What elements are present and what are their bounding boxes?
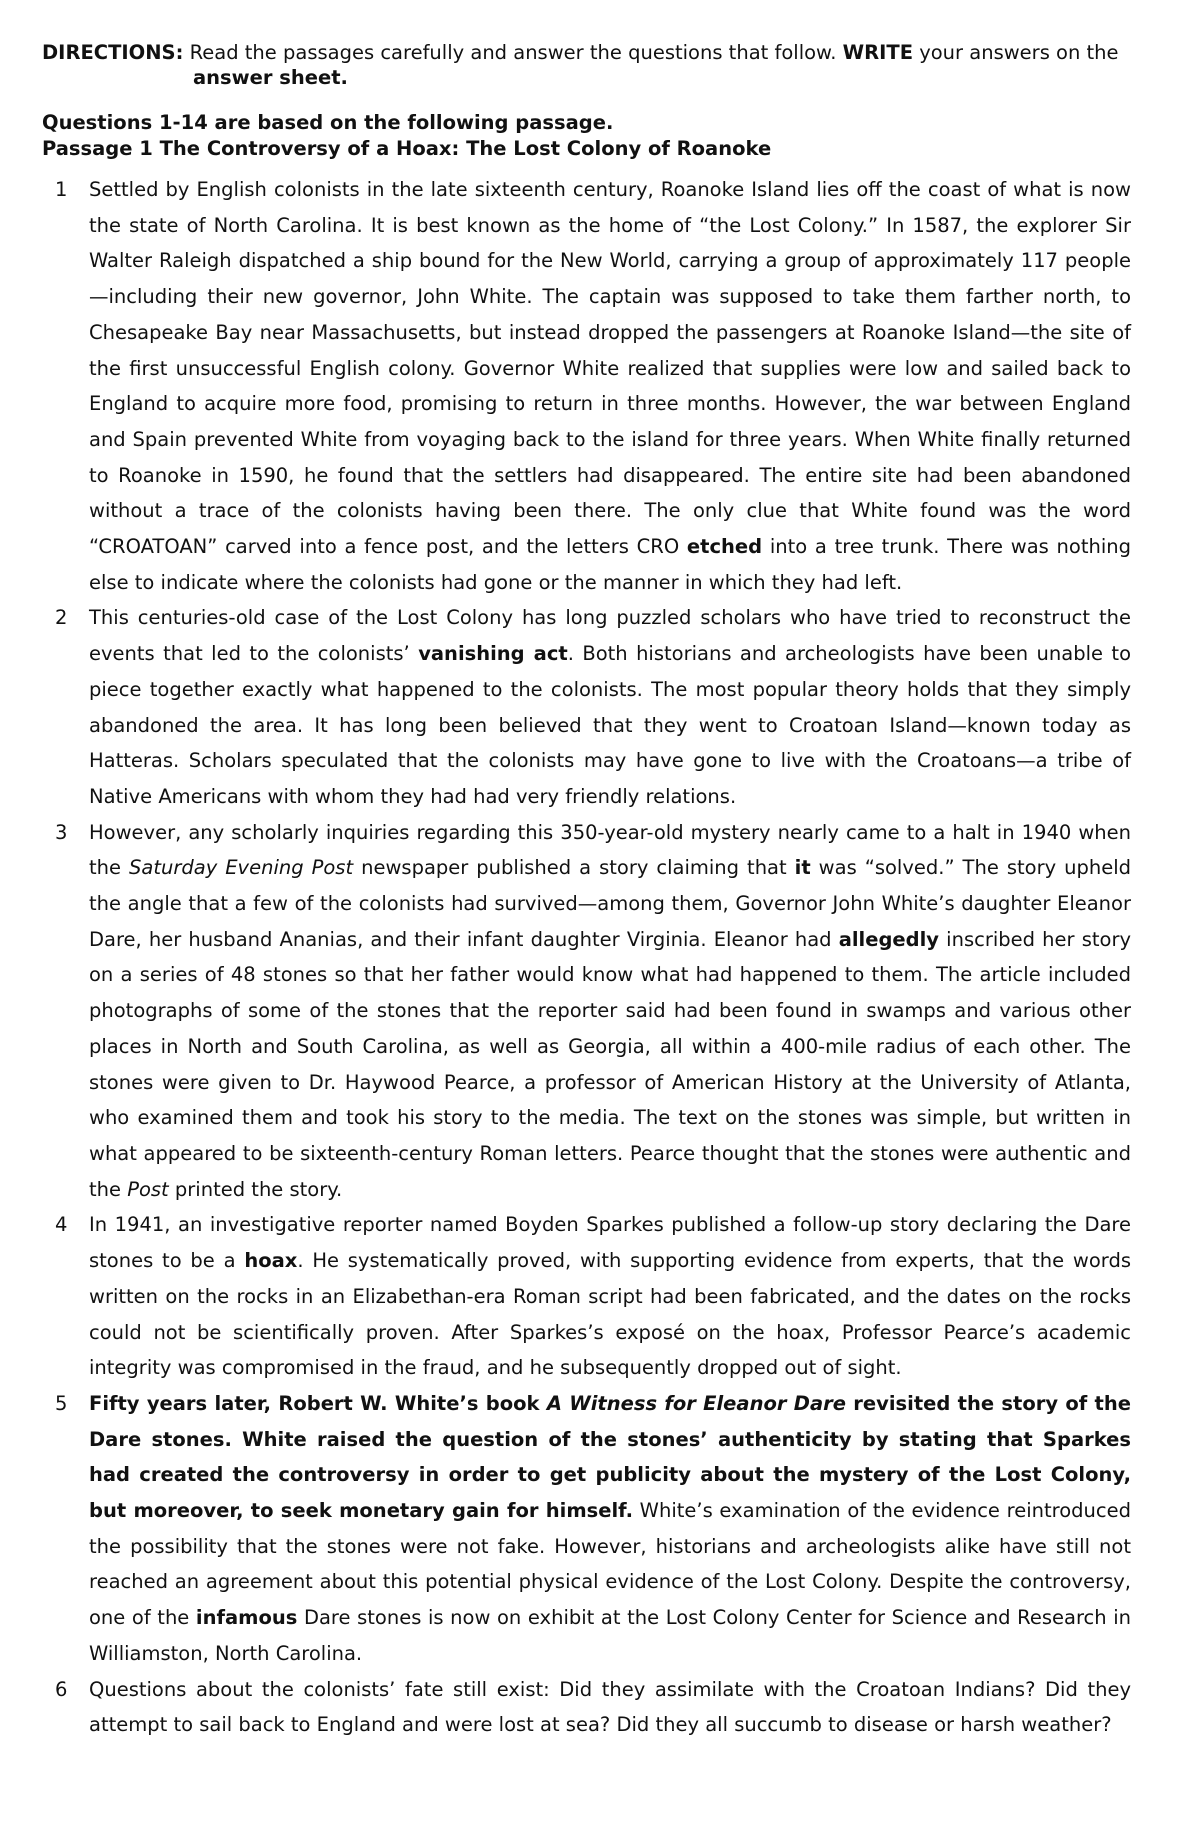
paragraph-text: Questions about the colonists’ fate still exist: Did they assimilate with the Croatoan Indians? Did they attempt to sail back to England and were lost at sea? Did they all succumb to disease or harsh weather?: [89, 1677, 1131, 1737]
paragraph-text: Settled by English colonists in the late sixteenth century, Roanoke Island lies off the coast of what is now the state of North Carolina. It is best known as the home of “the Lost Colony.” In 1587, the explorer Sir Walter Raleigh dispatched a ship bound for the New World, carrying a group of approximately 117 people—including their new governor, John White. The captain was supposed to take them farther north, to Chesapeake Bay near Massachusetts, but instead dropped the passengers at Roanoke Island—the site of the first unsuccessful English colony. Governor White realized that supplies were low and sailed back to England to acquire more food, promising to return in three months. However, the war between England and Spain prevented White from voyaging back to the island for three years. When White finally returned to Roanoke in 1590, he found that the settlers had disappeared. The entire site had been abandoned without a trace of the colonists having been there. The only clue that White found was the word “CROATOAN” carved into a fence post, and the letters CRO: [89, 178, 1131, 559]
directions-text-1: Read the passages carefully and answer the questions that follow.: [183, 41, 843, 64]
vocab-word-it: it: [794, 856, 811, 880]
paragraph-number: 4: [55, 1213, 68, 1237]
paragraph-number: 3: [55, 820, 68, 844]
paragraph-2: [55, 600, 1132, 814]
paragraph-text: inscribed her story on a series of 48 stones so that her father would know what had happened to them. The article included photographs of some of the stones that the reporter said had been found in swamps and various other places in North and South Carolina, as well as Georgia, all within a 400-mile radius of each other. The stones were given to Dr. Haywood Pearce, a professor of American History at the University of Atlanta, who examined them and took his story to the media. The text on the stones was simple, but written in what appeared to be sixteenth-century Roman letters. Pearce thought that the stones were authentic and the: [89, 927, 1131, 1201]
paragraph-text: This centuries-old case of the Lost Colony has long puzzled scholars who have tried to reconstruct the events that led to the colonists’: [89, 606, 1131, 666]
questions-range-line: Questions 1-14 are based on the following passage.: [42, 111, 614, 134]
paragraph-text: . He systematically proved, with supporting evidence from experts, that the words written on the rocks in an Elizabethan-era Roman script had been fabricated, and the dates on the rocks could not be scientifically proven. After Sparkes’s exposé on the hoax, Professor Pearce’s academic integrity was compromised in the fraud, and he subsequently dropped out of sight.: [89, 1249, 1131, 1380]
vocab-word-etched: etched: [686, 535, 763, 559]
paragraph-text: into a tree trunk. There was nothing else to indicate where the colonists had gone or the manner in which they had left.: [89, 535, 1131, 594]
paragraph-number: 5: [55, 1391, 68, 1415]
paragraph-text: . Both historians and archeologists have been unable to piece together exactly what happened to the colonists. The most popular theory holds that they simply abandoned the area. It has long been believed that they went to Croatoan Island—known today as Hatteras. Scholars speculated that the colonists may have gone to live with the Croatoans—a tribe of Native Americans with whom they had had very friendly relations.: [89, 642, 1132, 808]
vocab-phrase-vanishing-act: vanishing act: [418, 642, 568, 666]
book-title: A Witness for Eleanor Dare: [546, 1391, 846, 1415]
paragraph-text: printed the story.: [168, 1177, 343, 1201]
paragraph-1: [55, 172, 1131, 600]
passage-body: [0, 172, 1200, 1743]
newspaper-title-short: Post: [127, 1177, 169, 1201]
vocab-word-allegedly: allegedly: [838, 927, 940, 951]
paragraph-number: 6: [55, 1677, 68, 1701]
bold-sentence: Fifty years later, Robert W. White’s book: [89, 1391, 547, 1415]
newspaper-title: Saturday Evening Post: [129, 856, 354, 880]
paragraph-text: newspaper published a story claiming that: [353, 856, 795, 880]
questions-heading: [42, 110, 1200, 162]
paragraph-5: [55, 1386, 1131, 1672]
paragraph-3: [55, 815, 1132, 1208]
paragraph-text: In 1941, an investigative reporter named Boyden Sparkes published a follow-up story declaring the Dare stones to be a: [89, 1213, 1131, 1273]
vocab-word-infamous: infamous: [195, 1606, 298, 1630]
paragraph-6: [55, 1672, 1131, 1743]
paragraph-number: 2: [55, 606, 68, 630]
paragraph-4: [55, 1207, 1131, 1386]
directions-label: DIRECTIONS:: [42, 41, 184, 64]
passage-title: Passage 1 The Controversy of a Hoax: The Lost Colony of Roanoke: [42, 137, 772, 160]
vocab-word-hoax: hoax: [244, 1249, 298, 1273]
paragraph-text: However, any scholarly inquiries regarding this 350-year-old mystery nearly came to a halt in 1940 when the: [89, 820, 1131, 880]
directions-write: WRITE: [842, 41, 914, 64]
directions-answer-sheet: answer sheet.: [193, 66, 348, 89]
directions: [42, 40, 1150, 90]
paragraph-number: 1: [55, 178, 68, 201]
paragraph-text: Dare stones is now on exhibit at the Lost Colony Center for Science and Research in Williamston, North Carolina.: [89, 1606, 1131, 1665]
bold-sentence: revisited the story of the Dare stones. White raised the question of the stones’ authenticity by stating that Sparkes had created the controversy in order to get publicity about the mystery of the Lost Colony, but moreover, to seek monetary gain for himself.: [89, 1391, 1131, 1523]
directions-text-2: your answers on the: [913, 41, 1119, 64]
paragraph-text: was “solved.” The story upheld the angle that a few of the colonists had survived—among them, Governor John White’s daughter Eleanor Dare, her husband Ananias, and their infant daughter Virginia. Eleanor had: [89, 856, 1132, 951]
paragraph-text: White’s examination of the evidence reintroduced the possibility that the stones were not fake. However, historians and archeologists alike have still not reached an agreement about this potential physical evidence of the Lost Colony. Despite the controversy, one of the: [89, 1499, 1131, 1630]
